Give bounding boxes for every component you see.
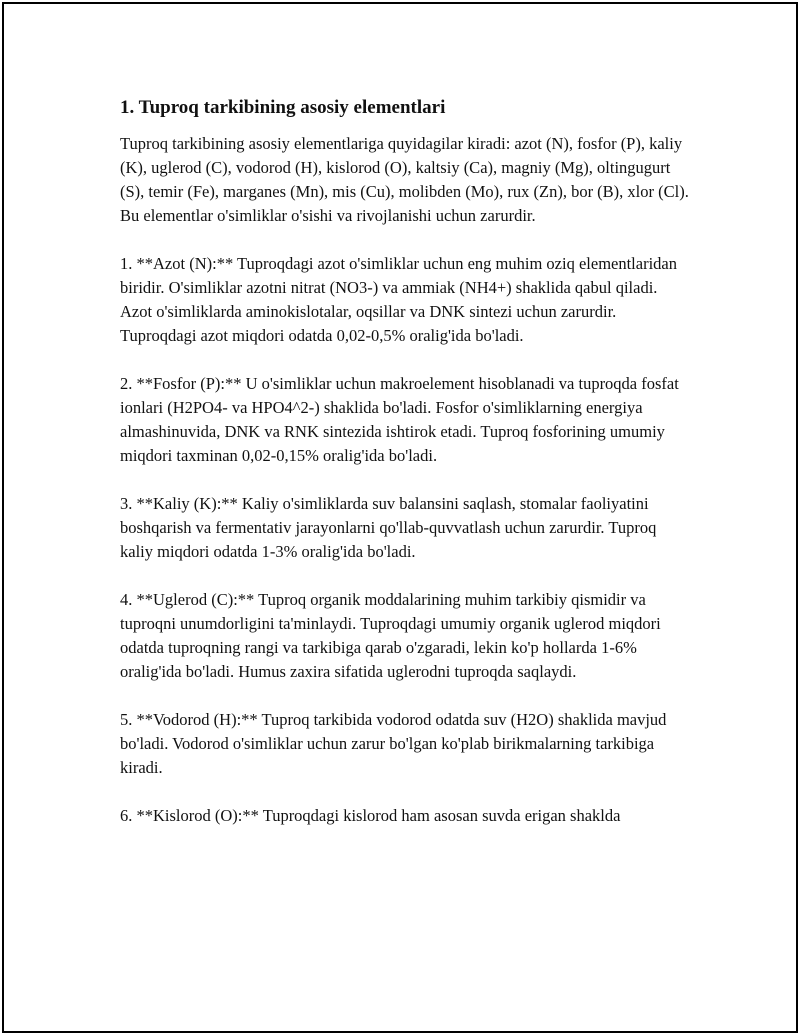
paragraph-vodorod: 5. **Vodorod (H):** Tuproq tarkibida vodorod odatda suv (H2O) shaklida mavjud bo'ladi. Vodorod o'simliklar uchun zarur bo'lgan ko'plab birikmalarning tarkibiga kiradi.	[120, 710, 667, 777]
document-page	[2, 2, 798, 1033]
paragraph-kislorod: 6. **Kislorod (O):** Tuproqdagi kislorod ham asosan suvda erigan shaklda	[120, 806, 621, 825]
section-heading: 1. Tuproq tarkibining asosiy elementlari	[120, 97, 446, 118]
paragraph-kaliy: 3. **Kaliy (K):** Kaliy o'simliklarda suv balansini saqlash, stomalar faoliyatini boshqarish va fermentativ jarayonlarni qo'llab-quvvatlash uchun zarurdir. Tuproq kaliy miqdori odatda 1-3% oralig'ida bo'ladi.	[120, 494, 657, 561]
intro-paragraph: Tuproq tarkibining asosiy elementlariga quyidagilar kiradi: azot (N), fosfor (P), kaliy (K), uglerod (C), vodorod (H), kislorod (O), kaltsiy (Ca), magniy (Mg), oltingugurt (S), temir (Fe), marganes (Mn), mis (Cu), molibden (Mo), rux (Zn), bor (B), xlor (Cl). Bu elementlar o'simliklar o'sishi va rivojlanishi uchun zarurdir.	[120, 134, 689, 225]
document-body	[120, 96, 692, 852]
paragraph-azot: 1. **Azot (N):** Tuproqdagi azot o'simliklar uchun eng muhim oziq elementlaridan biridir. O'simliklar azotni nitrat (NO3-) va ammiak (NH4+) shaklida qabul qiladi. Azot o'simliklarda aminokislotalar, oqsillar va DNK sintezi uchun zarurdir. Tuproqdagi azot miqdori odatda 0,02-0,5% oralig'ida bo'ladi.	[120, 254, 677, 345]
paragraph-uglerod: 4. **Uglerod (C):** Tuproq organik moddalarining muhim tarkibiy qismidir va tuproqni unumdorligini ta'minlaydi. Tuproqdagi umumiy organik uglerod miqdori odatda tuproqning rangi va tarkibiga qarab o'zgaradi, lekin ko'p hollarda 1-6% oralig'ida bo'ladi. Humus zaxira sifatida uglerodni tuproqda saqlaydi.	[120, 590, 661, 681]
paragraph-fosfor: 2. **Fosfor (P):** U o'simliklar uchun makroelement hisoblanadi va tuproqda fosfat ionlari (H2PO4- va HPO4^2-) shaklida bo'ladi. Fosfor o'simliklarning energiya almashinuvida, DNK va RNK sintezida ishtirok etadi. Tuproq fosforining umumiy miqdori taxminan 0,02-0,15% oralig'ida bo'ladi.	[120, 374, 679, 465]
